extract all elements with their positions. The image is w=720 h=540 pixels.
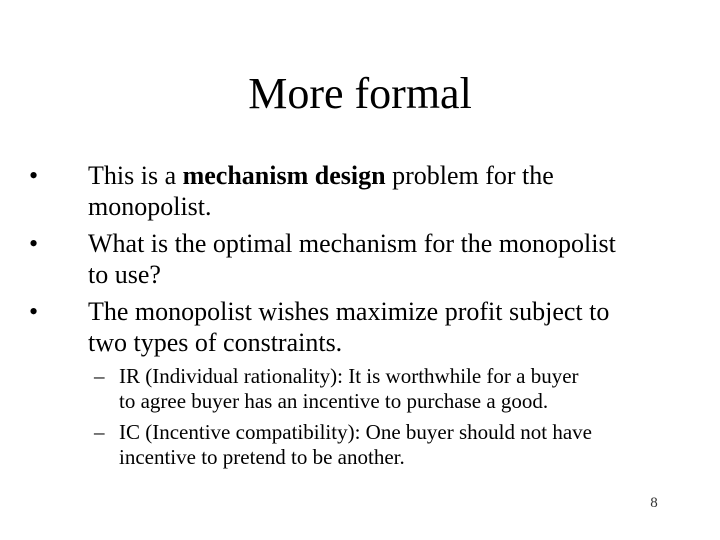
bullet-text (88, 296, 708, 358)
slide-title: More formal (248, 69, 472, 118)
sub-bullet-line: IR (Individual rationality): It is worthwhile for a buyer (119, 364, 579, 388)
bullet-line: The monopolist wishes maximize profit subject to (88, 297, 610, 326)
bullet-line (88, 160, 708, 191)
sub-bullet-marker: – (94, 420, 105, 444)
bullet-marker: • (29, 297, 39, 326)
bullet-line: two types of constraints. (88, 328, 343, 357)
bullet-text-rest: problem for the (385, 161, 554, 190)
bullet-line: monopolist. (88, 192, 212, 221)
bullet-text-emphasis: mechanism design (182, 161, 386, 190)
page-number: 8 (650, 495, 658, 511)
bullet-line: to use? (88, 260, 161, 289)
bullet-line: What is the optimal mechanism for the monopolist (88, 229, 616, 258)
bullet-marker: • (29, 161, 39, 190)
sub-bullet-marker: – (94, 364, 105, 388)
bullet-text (88, 160, 708, 222)
sub-bullet-text (119, 420, 699, 470)
bullet-text (88, 228, 708, 290)
bullet-marker: • (29, 229, 39, 258)
sub-bullet-line: to agree buyer has an incentive to purchase a good. (119, 389, 549, 413)
bullet-text-plain: This is a (88, 161, 183, 190)
sub-bullet-line: incentive to pretend to be another. (119, 445, 405, 469)
sub-bullet-text (119, 364, 699, 414)
sub-bullet-line: IC (Incentive compatibility): One buyer should not have (119, 420, 592, 444)
